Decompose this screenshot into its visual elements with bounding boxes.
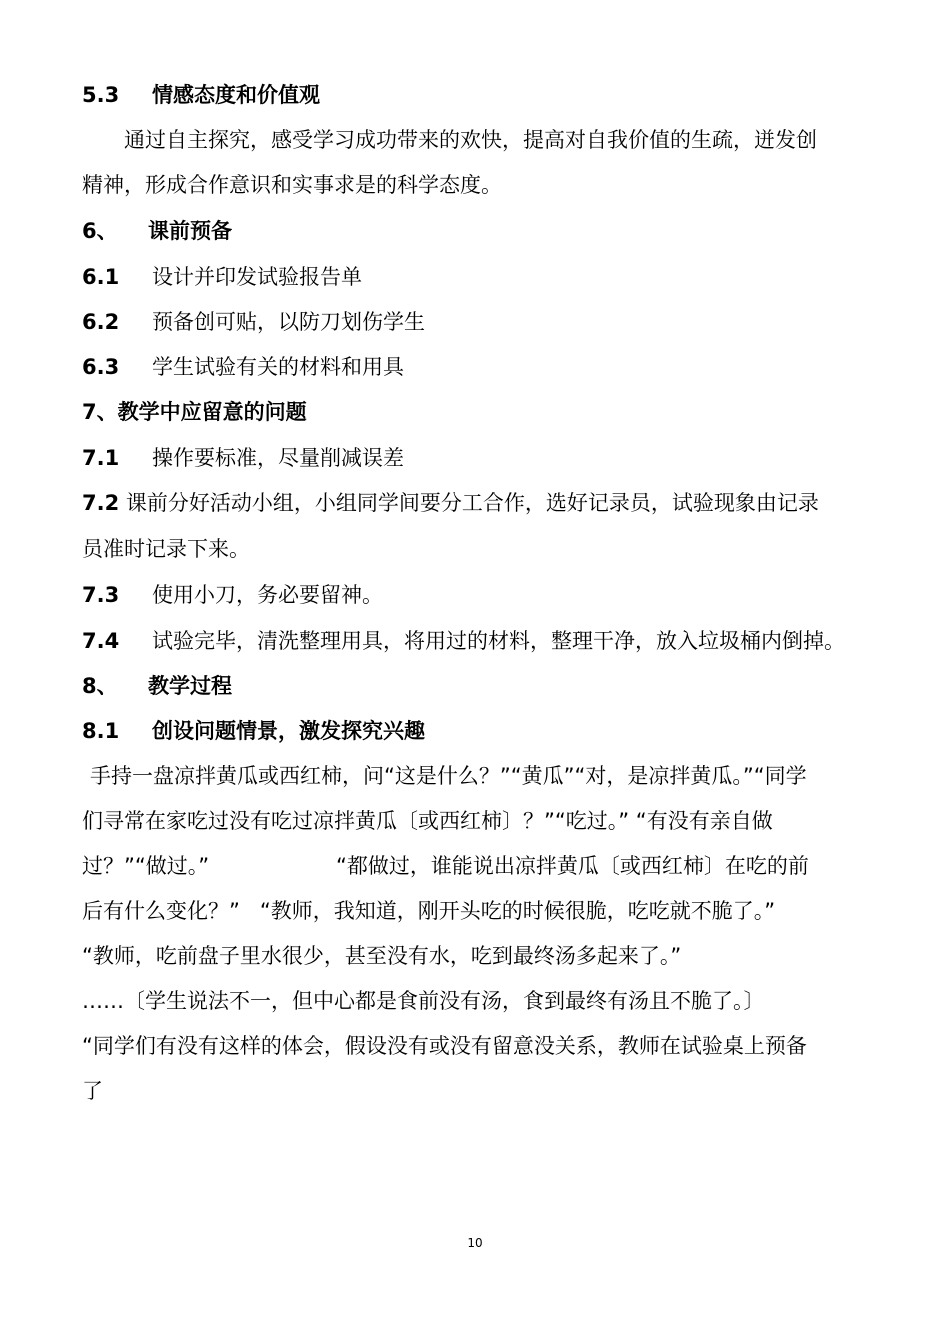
item-7-1: 7.1 操作要标准，尽量削减误差	[82, 446, 404, 470]
item-7-2: 7.2 课前分好活动小组，小组同学间要分工合作，选好记录员，试验现象由记录	[82, 491, 819, 515]
item-6-1: 6.1 设计并印发试验报告单	[82, 265, 362, 289]
body-line: ……〔学生说法不一，但中心都是食前没有汤，食到最终有汤且不脆了。〕	[82, 989, 765, 1013]
body-line: “同学们有没有这样的体会，假设没有或没有留意没关系，教师在试验桌上预备	[82, 1034, 807, 1058]
heading-7: 7、教学中应留意的问题	[82, 400, 307, 424]
item-7-4: 7.4 试验完毕，清洗整理用具，将用过的材料，整理干净，放入垃圾桶内倒掉。	[82, 629, 845, 653]
heading-6: 6、 课前预备	[82, 219, 232, 243]
paragraph-5-3-line1: 通过自主探究，感受学习成功带来的欢快，提高对自我价值的生疏，迸发创	[124, 128, 817, 152]
item-7-2-cont: 员准时记录下来。	[82, 537, 250, 561]
heading-8-1: 8.1 创设问题情景，激发探究兴趣	[82, 719, 425, 743]
heading-5-3: 5.3 情感态度和价值观	[82, 83, 320, 107]
paragraph-5-3-line2: 精神，形成合作意识和实事求是的科学态度。	[82, 173, 502, 197]
body-line: 们寻常在家吃过没有吃过凉拌黄瓜〔或西红柿〕？”“吃过。” “有没有亲自做	[82, 809, 773, 833]
body-line: 手持一盘凉拌黄瓜或西红柿，问“这是什么？”“黄瓜”“对，是凉拌黄瓜。”“同学	[90, 764, 807, 788]
page-number: 10	[467, 1236, 483, 1250]
heading-8: 8、 教学过程	[82, 674, 232, 698]
body-line: “教师，吃前盘子里水很少，甚至没有水，吃到最终汤多起来了。”	[82, 944, 682, 968]
body-line: 了	[82, 1079, 103, 1103]
body-line: 后有什么变化？” “教师，我知道，刚开头吃的时候很脆，吃吃就不脆了。”	[82, 899, 776, 923]
body-line: 过？”“做过。” “都做过，谁能说出凉拌黄瓜〔或西红柿〕在吃的前	[82, 854, 809, 878]
item-7-3: 7.3 使用小刀，务必要留神。	[82, 583, 383, 607]
item-6-2: 6.2 预备创可贴，以防刀划伤学生	[82, 310, 425, 334]
item-6-3: 6.3 学生试验有关的材料和用具	[82, 355, 404, 379]
